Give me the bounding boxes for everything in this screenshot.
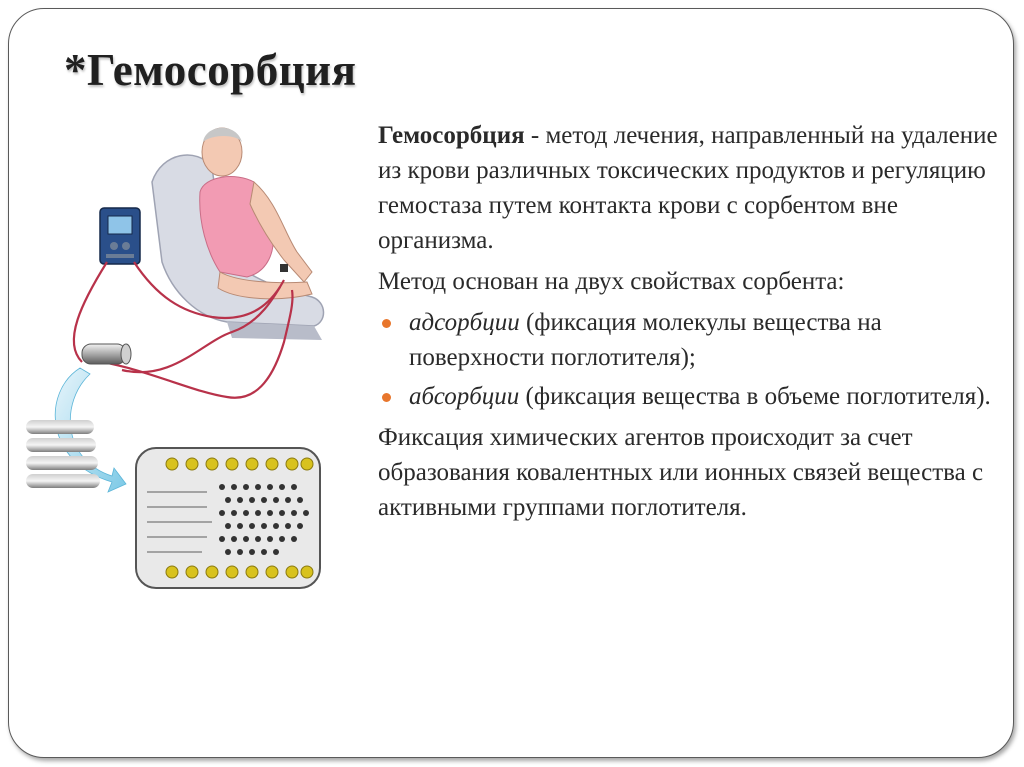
bullet-text: (фиксация вещества в объеме поглотителя). xyxy=(519,383,991,410)
bullet-term: абсорбции xyxy=(409,383,520,410)
hemosorption-illustration xyxy=(22,112,352,612)
sorbent-tubes xyxy=(26,420,100,488)
bullet-dot-icon xyxy=(382,319,391,328)
sorbent-column xyxy=(82,344,131,364)
magnified-sorbent xyxy=(136,448,320,588)
slide-content xyxy=(378,118,998,531)
fixation-paragraph: Фиксация химических агентов происходит за счет образования ковалентных или ионных связей вещества с активными группами поглотителя. xyxy=(378,424,984,521)
definition-paragraph xyxy=(378,118,998,258)
slide-title: *Гемосорбция xyxy=(64,45,357,95)
list-item xyxy=(378,379,998,414)
hemosorption-machine xyxy=(100,208,140,264)
bullet-term: адсорбции xyxy=(409,309,520,336)
list-item xyxy=(378,305,998,375)
definition-text: - метод лечения, направленный на удаление из крови различных токсических продуктов и регуляцию гемостаза путем контакта крови с сорбентом вне организма. xyxy=(378,122,998,254)
properties-list xyxy=(378,305,998,414)
bullet-text: (фиксация молекулы вещества на поверхности поглотителя); xyxy=(409,309,882,371)
bullet-dot-icon xyxy=(382,393,391,402)
definition-term: Гемосорбция xyxy=(378,122,525,149)
basis-paragraph: Метод основан на двух свойствах сорбента: xyxy=(378,268,845,295)
